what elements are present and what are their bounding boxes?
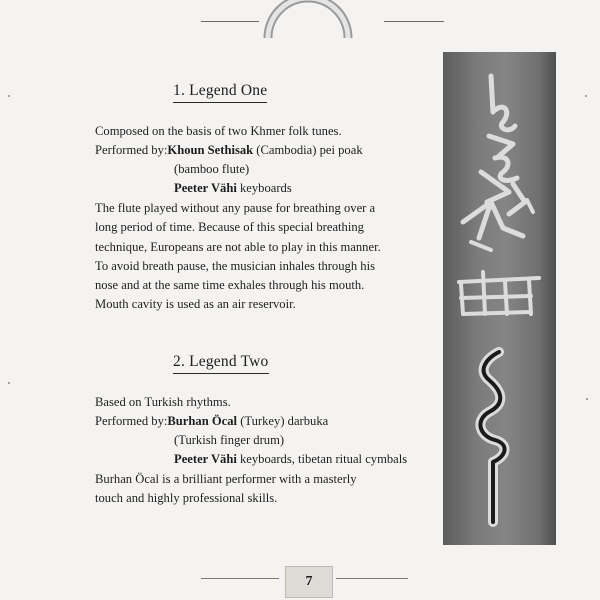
performer-row [95,179,415,198]
dust-speck [585,95,587,97]
performed-by-label: Performed by: [95,143,168,158]
top-ornament-line-right [384,21,444,22]
section-description [95,199,415,314]
calligraphy-glyphs-icon [443,52,556,545]
performer-detail-cont: (Turkish finger drum) [174,433,285,448]
description-line: touch and highly professional skills. [95,491,278,506]
top-arc-ornament [258,0,358,40]
section-intro: Based on Turkish rhythms. [95,395,231,409]
section-legend-two [95,393,415,509]
performer-detail: keyboards, tibetan ritual cymbals [236,452,408,467]
section-heading-legend-two: 2. Legend Two [173,353,269,374]
description-line: To avoid breath pause, the musician inhales through his [95,258,375,273]
performed-by-label: Performed by: [95,414,168,429]
section-heading-legend-one: 1. Legend One [173,82,267,103]
page-number: 7 [285,566,333,598]
performer-detail: (Cambodia) pei poak [253,143,363,158]
description-line: nose and at the same time exhales through his mouth. [95,277,365,292]
performer-detail: keyboards [236,181,292,196]
description-line: Mouth cavity is used as an air reservoir. [95,296,296,311]
performer-name: Peeter Vähi [174,181,237,196]
dust-speck [8,382,10,384]
description-line: Burhan Öcal is a brilliant performer with a masterly [95,472,357,487]
performer-name: Peeter Vähi [174,452,237,467]
section-intro: Composed on the basis of two Khmer folk tunes. [95,124,342,138]
performer-detail: (Turkey) darbuka [237,414,329,429]
performer-detail-cont: (bamboo flute) [174,162,250,177]
performer-name: Burhan Öcal [167,414,238,429]
top-ornament-line-left [201,21,259,22]
description-line: The flute played without any pause for breathing over a [95,201,376,216]
description-line: long period of time. Because of this special breathing [95,220,364,235]
performer-name: Khoun Sethisak [167,143,254,158]
dust-speck [586,398,588,400]
performer-row [95,412,415,431]
footer-line-right [336,578,408,579]
section-description [95,470,415,508]
performer-row [95,141,415,160]
section-legend-one [95,122,415,314]
calligraphy-panel [443,52,556,545]
footer-line-left [201,578,279,579]
dust-speck [8,95,10,97]
performer-row [95,450,415,469]
description-line: technique, Europeans are not able to play in this manner. [95,239,381,254]
